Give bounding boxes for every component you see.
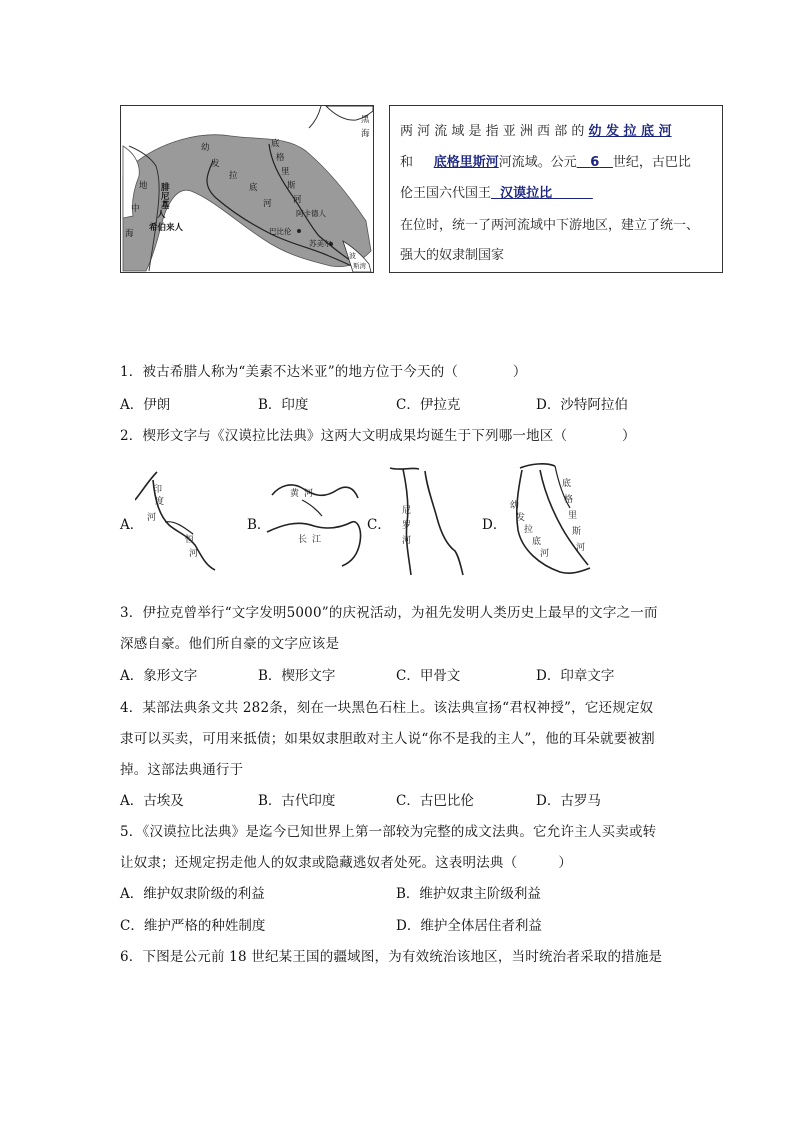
q5-option-a[interactable]: A．维护奴隶阶级的利益 [120, 886, 265, 902]
map-label-ren: 人 [157, 210, 166, 220]
svg-text:度: 度 [155, 497, 165, 507]
q4-option-c[interactable]: C．古巴比伦 [396, 793, 474, 809]
map-label-fa: 发 [211, 159, 220, 169]
map-label-hai2: 海 [125, 229, 134, 239]
svg-text:河: 河 [540, 549, 550, 559]
svg-text:江: 江 [312, 535, 322, 545]
q2-map-a [135, 470, 225, 575]
q5-option-b[interactable]: B．维护奴隶主阶级利益 [396, 886, 541, 902]
map-label-li: 里 [281, 167, 290, 177]
svg-text:尼: 尼 [402, 506, 412, 516]
svg-text:底: 底 [562, 479, 572, 489]
map-label-babilun: 巴比伦 [269, 227, 292, 236]
info-line-2: 和 底格里斯河河流域。公元 6 世纪，古巴比 [400, 155, 691, 170]
q3-option-a[interactable]: A．象形文字 [120, 668, 198, 684]
q2-map-b [262, 470, 362, 570]
question-5-stem-line-1: 5．《汉谟拉比法典》是迄今已知世界上第一部较为完整的成文法典。它允许主人买卖或转 [120, 824, 657, 840]
map-label-hai: 海 [361, 129, 370, 139]
q2-map-d [500, 460, 595, 580]
q2-option-a[interactable]: A． [120, 517, 144, 533]
svg-text:发: 发 [516, 513, 526, 523]
question-5-stem-line-2: 让奴隶；还规定拐走他人的奴隶或隐藏逃奴者处死。这表明法典（ ） [120, 855, 573, 871]
map-label-sumeier: 苏美尔 [309, 239, 332, 248]
q2-map-c [385, 463, 465, 578]
svg-text:印: 印 [153, 485, 163, 495]
q4-option-a[interactable]: A．古埃及 [120, 793, 184, 809]
question-2-stem: 2．楔形文字与《汉谟拉比法典》这两大文明成果均诞生于下列哪一地区（ ） [120, 428, 636, 444]
map-label-siwan: 斯湾 [353, 262, 366, 270]
q1-option-d[interactable]: D．沙特阿拉伯 [536, 397, 628, 413]
svg-text:幼: 幼 [510, 501, 520, 511]
map-label-di: 地 [139, 181, 148, 191]
q3-option-b[interactable]: B．楔形文字 [258, 668, 336, 684]
map-label-di3: 底 [271, 139, 280, 149]
info-box [389, 105, 723, 273]
map-label-akade: 阿卡德人 [296, 209, 326, 218]
answer-river-1: 幼 发 拉 底 河 [588, 124, 672, 139]
map-label-xibolai: 希伯来人 [149, 223, 184, 233]
svg-text:河: 河 [576, 543, 586, 553]
mesopotamia-map [120, 105, 374, 273]
mesopotamia-map-drawing [121, 106, 373, 272]
q1-option-b[interactable]: B．印度 [258, 397, 309, 413]
svg-text:黄: 黄 [290, 489, 300, 499]
map-label-ge: 格 [276, 153, 285, 163]
svg-text:拉: 拉 [524, 525, 534, 535]
q3-option-d[interactable]: D．印章文字 [536, 668, 615, 684]
question-6-stem: 6．下图是公元前 18 世纪某王国的疆域图，为有效统治该地区，当时统治者采取的措施是 [120, 949, 663, 965]
q2-option-c[interactable]: C． [367, 517, 391, 533]
map-label-si: 斯 [287, 181, 296, 191]
question-3-stem-line-1: 3．伊拉克曾举行“文字发明5000”的庆祝活动，为祖先发明人类历史上最早的文字之一而 [120, 605, 658, 621]
info-line-1: 两 河 流 域 是 指 亚 洲 西 部 的 幼 发 拉 底 河 [400, 124, 672, 139]
answer-century: 6 [590, 155, 600, 170]
babylon-dot [297, 229, 301, 233]
answer-king: 汉谟拉比 [500, 186, 553, 201]
map-label-you: 幼 [201, 143, 210, 153]
question-4-stem-line-2: 隶可以买卖，可用来抵债；如果奴隶胆敢对主人说“你不是我的主人”，他的耳朵就要被割 [120, 731, 655, 747]
map-label-ni: 尼 [161, 192, 170, 202]
q2-option-b[interactable]: B． [247, 517, 271, 533]
q4-option-b[interactable]: B．古代印度 [258, 793, 336, 809]
map-label-he2: 河 [263, 199, 272, 209]
q2-option-d[interactable]: D． [482, 517, 507, 533]
q5-option-c[interactable]: C．维护严格的种姓制度 [120, 918, 266, 934]
map-label-hei: 黑 [361, 115, 370, 125]
map-label-fei: 腓 [161, 183, 170, 193]
svg-text:河: 河 [402, 536, 412, 546]
map-label-bo: 波 [349, 252, 356, 260]
svg-text:河: 河 [304, 489, 314, 499]
info-line-5: 强大的奴隶制国家 [400, 248, 505, 263]
q4-option-d[interactable]: D．古罗马 [536, 793, 601, 809]
svg-text:格: 格 [564, 495, 574, 505]
svg-text:河: 河 [189, 549, 199, 559]
q1-option-a[interactable]: A．伊朗 [120, 397, 171, 413]
svg-text:恒: 恒 [185, 535, 195, 545]
svg-text:底: 底 [532, 537, 542, 547]
question-4-stem-line-1: 4．某部法典条文共 282条，刻在一块黑色石柱上。该法典宣扬“君权神授”，它还规定奴 [120, 700, 654, 716]
q5-option-d[interactable]: D．维护全体居住者利益 [396, 918, 542, 934]
answer-river-2: 底格里斯河 [433, 155, 499, 170]
question-4-stem-line-3: 掉。这部法典通行于 [120, 762, 244, 778]
q3-option-c[interactable]: C．甲骨文 [396, 668, 461, 684]
q1-option-c[interactable]: C．伊拉克 [396, 397, 461, 413]
info-line-3: 伦王国六代国王 汉谟拉比 [400, 182, 593, 201]
question-1-stem: 1．被古希腊人称为“美素不达米亚”的地方位于今天的（ ） [120, 364, 527, 380]
svg-text:罗: 罗 [402, 521, 412, 531]
map-label-la: 拉 [229, 171, 238, 181]
svg-text:斯: 斯 [572, 527, 582, 537]
map-label-zhong: 中 [131, 204, 140, 214]
svg-text:长: 长 [298, 535, 308, 545]
map-label-di2: 底 [249, 183, 258, 193]
info-line-4: 在位时，统一了两河流域中下游地区，建立了统一、 [400, 218, 700, 233]
svg-text:里: 里 [568, 511, 578, 521]
question-3-stem-line-2: 深感自豪。他们所自豪的文字应该是 [120, 636, 340, 652]
map-label-he: 河 [293, 195, 302, 205]
svg-text:河: 河 [147, 513, 157, 523]
map-label-ji: 基 [161, 201, 170, 211]
